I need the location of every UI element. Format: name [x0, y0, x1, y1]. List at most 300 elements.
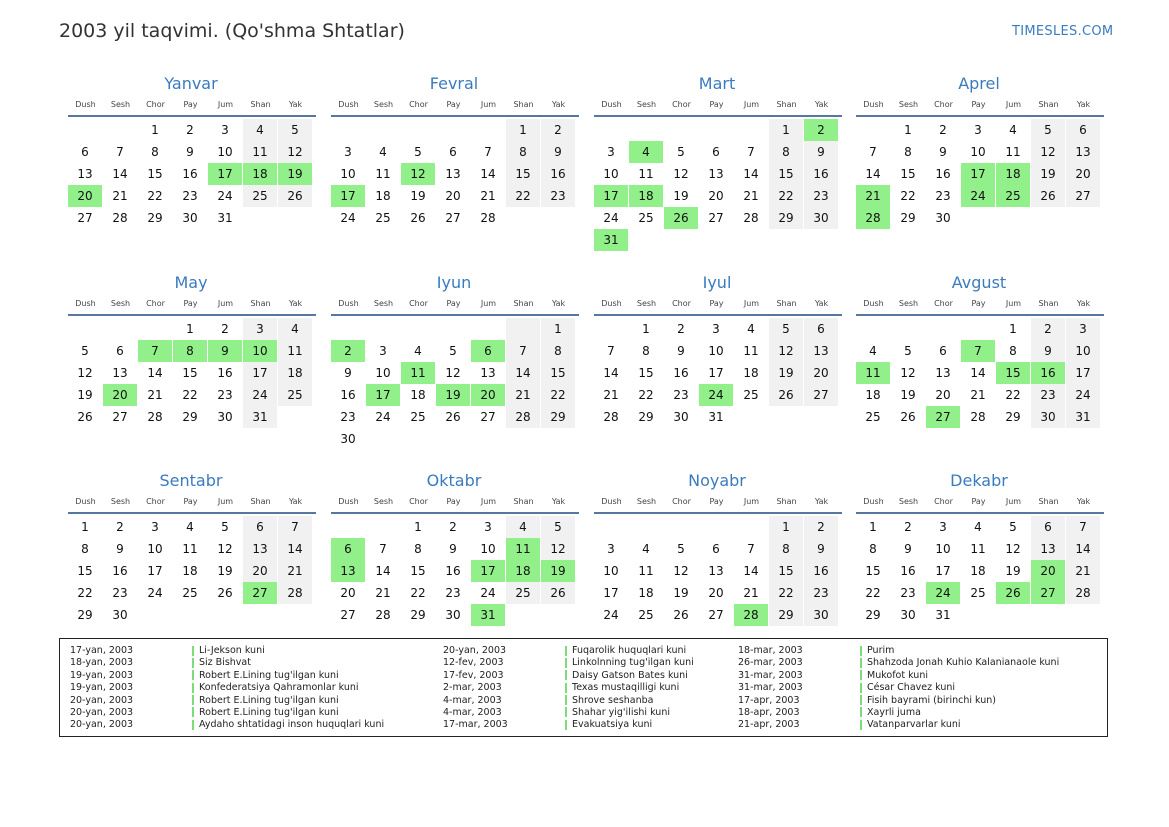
day-cell: 6 — [939, 344, 947, 358]
weekday-label: Chor — [672, 497, 691, 506]
day-cell: 20 — [935, 388, 951, 402]
day-cell: 31 — [1066, 406, 1100, 428]
day-cell: 10 — [935, 542, 951, 556]
month-name: May — [174, 273, 208, 292]
day-cell: 8 — [869, 542, 877, 556]
legend-holiday-name: Purim — [867, 645, 895, 656]
day-cell: 26 — [77, 410, 93, 424]
day-cell: 17 — [708, 366, 724, 380]
day-cell: 19 — [217, 564, 233, 578]
day-cell: 14 — [375, 564, 391, 578]
legend-marker — [192, 695, 194, 705]
weekday-label: Dush — [75, 497, 96, 506]
weekday-label: Shan — [513, 100, 534, 109]
day-cell: 14 — [865, 167, 881, 181]
empty-day — [629, 516, 663, 538]
day-cell: 24 — [1066, 384, 1100, 406]
day-cell: 16 — [935, 167, 951, 181]
day-cell: 8 — [506, 141, 540, 163]
legend-column — [738, 645, 1059, 732]
day-cell: 15 — [900, 167, 916, 181]
holiday-cell: 4 — [629, 141, 663, 163]
holiday-cell: 24 — [926, 582, 960, 604]
legend-date: 20-yan, 2003 — [443, 645, 507, 656]
day-cell: 22 — [769, 582, 803, 604]
day-cell: 7 — [506, 340, 540, 362]
day-cell: 29 — [769, 604, 803, 626]
day-cell: 20 — [708, 586, 724, 600]
legend-row — [738, 657, 1059, 669]
weekday-header — [68, 98, 316, 117]
day-cell: 27 — [804, 384, 838, 406]
day-cell: 9 — [904, 542, 912, 556]
day-cell: 15 — [410, 564, 426, 578]
day-cell: 4 — [974, 520, 982, 534]
day-cell: 16 — [673, 366, 689, 380]
weekday-label: Chor — [146, 299, 165, 308]
empty-day — [594, 516, 628, 538]
legend-holiday-name: Fuqarolik huquqlari kuni — [572, 645, 687, 656]
legend-row — [70, 657, 384, 669]
day-cell: 18 — [182, 564, 198, 578]
weekday-label: Jum — [743, 299, 760, 308]
weekday-label: Shan — [250, 299, 271, 308]
day-cell: 20 — [804, 362, 838, 384]
weekday-label: Pay — [446, 299, 461, 308]
legend-date: 4-mar, 2003 — [443, 706, 502, 718]
weekday-label: Yak — [814, 100, 829, 109]
weekday-header — [594, 297, 842, 316]
month-aprel — [858, 73, 1104, 229]
day-cell: 22 — [1005, 388, 1021, 402]
weekday-header — [331, 98, 579, 117]
legend-date: 26-mar, 2003 — [738, 657, 803, 669]
weekday-label: Jum — [217, 100, 234, 109]
weekday-label: Pay — [971, 100, 986, 109]
day-cell: 28 — [147, 410, 163, 424]
day-cell: 5 — [677, 542, 685, 556]
weekday-label: Chor — [934, 100, 953, 109]
legend-marker — [565, 720, 567, 730]
day-grid — [331, 119, 579, 229]
day-cell: 24 — [217, 189, 233, 203]
holiday-cell: 18 — [506, 560, 540, 582]
day-cell: 21 — [375, 586, 391, 600]
day-cell: 29 — [865, 608, 881, 622]
day-grid — [68, 516, 316, 626]
day-grid — [856, 318, 1104, 428]
day-cell: 19 — [1005, 564, 1021, 578]
day-grid — [68, 119, 316, 229]
holiday-cell: 20 — [1031, 560, 1065, 582]
weekday-label: Chor — [672, 299, 691, 308]
day-cell: 15 — [77, 564, 93, 578]
legend-holiday-name: Konfederatsiya Qahramonlar kuni — [199, 682, 359, 694]
day-cell: 3 — [151, 520, 159, 534]
month-yanvar — [70, 73, 316, 229]
legend-date: 18-mar, 2003 — [738, 645, 803, 656]
weekday-label: Jum — [743, 100, 760, 109]
day-cell: 19 — [900, 388, 916, 402]
day-cell: 5 — [221, 520, 229, 534]
day-cell: 14 — [743, 167, 759, 181]
day-cell: 31 — [243, 406, 277, 428]
holiday-legend — [59, 638, 1108, 737]
weekday-label: Shan — [1038, 100, 1059, 109]
day-cell: 20 — [708, 189, 724, 203]
legend-holiday-name: Shahzoda Jonah Kuhio Kalanianaole kuni — [867, 657, 1060, 669]
weekday-label: Pay — [183, 497, 198, 506]
day-cell: 25 — [865, 410, 881, 424]
holiday-cell: 9 — [208, 340, 242, 362]
day-cell: 30 — [340, 432, 356, 446]
weekday-label: Chor — [409, 100, 428, 109]
weekday-label: Shan — [1038, 497, 1059, 506]
legend-row — [443, 657, 694, 669]
day-cell: 22 — [541, 384, 575, 406]
weekday-label: Sesh — [898, 497, 919, 506]
legend-row — [738, 682, 1059, 694]
day-cell: 15 — [541, 362, 575, 384]
holiday-cell: 17 — [961, 163, 995, 185]
month-name: Avgust — [951, 273, 1007, 292]
empty-day — [366, 119, 400, 141]
day-cell: 11 — [182, 542, 198, 556]
day-cell: 1 — [769, 516, 803, 538]
weekday-label: Sesh — [110, 299, 131, 308]
day-cell: 25 — [278, 384, 312, 406]
day-cell: 1 — [904, 123, 912, 137]
day-cell: 18 — [970, 564, 986, 578]
day-cell: 23 — [804, 582, 838, 604]
day-cell: 12 — [77, 366, 93, 380]
legend-holiday-name: Vatanparvarlar kuni — [867, 719, 961, 731]
day-cell: 5 — [541, 516, 575, 538]
day-cell: 4 — [869, 344, 877, 358]
holiday-cell: 17 — [366, 384, 400, 406]
day-cell: 3 — [607, 145, 615, 159]
day-cell: 5 — [414, 145, 422, 159]
day-cell: 4 — [379, 145, 387, 159]
day-cell: 8 — [904, 145, 912, 159]
day-cell: 5 — [1009, 520, 1017, 534]
month-dekabr — [858, 470, 1104, 626]
day-cell: 2 — [1031, 318, 1065, 340]
day-cell: 10 — [375, 366, 391, 380]
day-cell: 21 — [743, 586, 759, 600]
holiday-cell: 27 — [1031, 582, 1065, 604]
holiday-cell: 24 — [961, 185, 995, 207]
day-cell: 15 — [506, 163, 540, 185]
empty-day — [366, 318, 400, 340]
empty-day — [401, 119, 435, 141]
day-grid — [594, 516, 842, 626]
day-cell: 23 — [340, 410, 356, 424]
legend-holiday-name: Fisih bayrami (birinchi kun) — [867, 694, 996, 706]
day-cell: 26 — [217, 586, 233, 600]
weekday-label: Sesh — [110, 100, 131, 109]
day-cell: 21 — [603, 388, 619, 402]
day-cell: 29 — [1005, 410, 1021, 424]
weekday-label: Dush — [601, 100, 622, 109]
day-cell: 29 — [147, 211, 163, 225]
holiday-cell: 15 — [996, 362, 1030, 384]
day-cell: 14 — [480, 167, 496, 181]
day-cell: 10 — [708, 344, 724, 358]
day-cell: 25 — [243, 185, 277, 207]
day-cell: 9 — [939, 145, 947, 159]
legend-date: 17-mar, 2003 — [443, 719, 508, 731]
day-cell: 1 — [869, 520, 877, 534]
holiday-cell: 17 — [471, 560, 505, 582]
day-cell: 10 — [480, 542, 496, 556]
day-cell: 11 — [743, 344, 759, 358]
weekday-label: Shan — [776, 497, 797, 506]
day-cell: 25 — [410, 410, 426, 424]
day-cell: 13 — [1031, 538, 1065, 560]
day-cell: 9 — [804, 538, 838, 560]
legend-row — [70, 670, 384, 682]
legend-holiday-name: Mukofot kuni — [867, 669, 928, 681]
day-cell: 7 — [116, 145, 124, 159]
legend-holiday-name: César Chavez kuni — [867, 682, 956, 694]
day-cell: 11 — [638, 167, 654, 181]
month-avgust — [858, 272, 1104, 428]
day-cell: 11 — [243, 141, 277, 163]
day-cell: 12 — [673, 167, 689, 181]
day-cell: 9 — [677, 344, 685, 358]
day-cell: 10 — [217, 145, 233, 159]
legend-row — [443, 695, 694, 707]
holiday-cell: 6 — [331, 538, 365, 560]
day-cell: 29 — [638, 410, 654, 424]
day-cell: 15 — [865, 564, 881, 578]
day-grid — [331, 516, 579, 626]
holiday-cell: 20 — [471, 384, 505, 406]
day-cell: 25 — [638, 608, 654, 622]
empty-day — [331, 516, 365, 538]
holiday-cell: 2 — [804, 119, 838, 141]
day-cell: 13 — [804, 340, 838, 362]
legend-date: 2-mar, 2003 — [443, 682, 502, 694]
legend-date: 20-yan, 2003 — [70, 694, 134, 706]
day-cell: 22 — [638, 388, 654, 402]
day-cell: 28 — [112, 211, 128, 225]
holiday-cell: 11 — [401, 362, 435, 384]
day-cell: 7 — [747, 542, 755, 556]
legend-date: 20-yan, 2003 — [70, 719, 134, 731]
day-cell: 10 — [147, 542, 163, 556]
day-cell: 15 — [769, 163, 803, 185]
day-cell: 16 — [804, 163, 838, 185]
legend-holiday-name: Evakuatsiya kuni — [572, 719, 653, 731]
day-cell: 30 — [804, 207, 838, 229]
day-cell: 25 — [182, 586, 198, 600]
day-cell: 16 — [541, 163, 575, 185]
empty-day — [594, 119, 628, 141]
day-cell: 29 — [410, 608, 426, 622]
day-cell: 4 — [186, 520, 194, 534]
day-cell: 22 — [506, 185, 540, 207]
day-cell: 8 — [642, 344, 650, 358]
day-cell: 28 — [278, 582, 312, 604]
day-cell: 18 — [638, 586, 654, 600]
brand-link[interactable]: TIMESLES.COM — [1012, 24, 1114, 39]
legend-holiday-name: Robert E.Lining tug'ilgan kuni — [199, 694, 339, 706]
day-cell: 2 — [221, 322, 229, 336]
day-cell: 17 — [1066, 362, 1100, 384]
day-cell: 26 — [769, 384, 803, 406]
legend-row — [70, 645, 384, 657]
weekday-label: Pay — [709, 497, 724, 506]
empty-day — [331, 119, 365, 141]
weekday-label: Yak — [1076, 100, 1091, 109]
day-cell: 11 — [1005, 145, 1021, 159]
weekday-label: Shan — [250, 497, 271, 506]
day-cell: 6 — [712, 145, 720, 159]
legend-marker — [192, 646, 194, 656]
day-cell: 7 — [484, 145, 492, 159]
legend-holiday-name: Xayrli juma — [867, 706, 921, 718]
month-name: Dekabr — [950, 471, 1008, 490]
day-cell: 23 — [1031, 384, 1065, 406]
weekday-label: Yak — [814, 299, 829, 308]
weekday-label: Pay — [183, 299, 198, 308]
weekday-label: Sesh — [373, 299, 394, 308]
day-cell: 2 — [904, 520, 912, 534]
holiday-cell: 19 — [436, 384, 470, 406]
empty-day — [68, 119, 102, 141]
weekday-label: Shan — [250, 100, 271, 109]
day-cell: 10 — [1066, 340, 1100, 362]
holiday-cell: 31 — [594, 229, 628, 251]
day-cell: 22 — [865, 586, 881, 600]
holiday-cell: 7 — [961, 340, 995, 362]
legend-marker — [565, 670, 567, 680]
day-cell: 2 — [677, 322, 685, 336]
weekday-label: Dush — [75, 100, 96, 109]
weekday-label: Jum — [217, 299, 234, 308]
holiday-cell: 18 — [996, 163, 1030, 185]
day-cell: 20 — [243, 560, 277, 582]
day-cell: 7 — [278, 516, 312, 538]
day-cell: 1 — [642, 322, 650, 336]
day-cell: 24 — [340, 211, 356, 225]
day-cell: 10 — [603, 564, 619, 578]
day-cell: 15 — [182, 366, 198, 380]
day-cell: 22 — [77, 586, 93, 600]
day-cell: 24 — [480, 586, 496, 600]
day-cell: 21 — [1066, 560, 1100, 582]
day-cell: 8 — [151, 145, 159, 159]
day-cell: 28 — [375, 608, 391, 622]
weekday-label: Sesh — [636, 100, 657, 109]
day-cell: 19 — [673, 189, 689, 203]
legend-date: 21-apr, 2003 — [738, 719, 800, 731]
day-cell: 8 — [414, 542, 422, 556]
legend-row — [70, 707, 384, 719]
legend-row — [443, 645, 694, 657]
day-cell: 26 — [445, 410, 461, 424]
day-cell: 31 — [217, 211, 233, 225]
day-cell: 29 — [900, 211, 916, 225]
empty-day — [103, 318, 137, 340]
day-cell: 16 — [900, 564, 916, 578]
day-cell: 1 — [506, 119, 540, 141]
day-cell: 7 — [379, 542, 387, 556]
legend-column — [70, 645, 384, 732]
day-cell: 21 — [147, 388, 163, 402]
day-cell: 5 — [449, 344, 457, 358]
legend-row — [443, 682, 694, 694]
day-cell: 3 — [939, 520, 947, 534]
empty-day — [68, 318, 102, 340]
day-cell: 1 — [769, 119, 803, 141]
day-cell: 18 — [865, 388, 881, 402]
weekday-label: Jum — [217, 497, 234, 506]
empty-day — [734, 516, 768, 538]
weekday-label: Chor — [409, 299, 428, 308]
day-cell: 24 — [375, 410, 391, 424]
weekday-label: Shan — [776, 299, 797, 308]
day-cell: 21 — [112, 189, 128, 203]
day-cell: 1 — [541, 318, 575, 340]
day-cell: 24 — [147, 586, 163, 600]
month-name: Sentabr — [159, 471, 223, 490]
weekday-label: Sesh — [373, 497, 394, 506]
day-cell: 23 — [182, 189, 198, 203]
day-cell: 14 — [278, 538, 312, 560]
legend-holiday-name: Aydaho shtatidagi inson huquqlari kuni — [199, 719, 385, 731]
day-cell: 16 — [182, 167, 198, 181]
day-cell: 18 — [410, 388, 426, 402]
weekday-label: Jum — [743, 497, 760, 506]
weekday-header — [856, 98, 1104, 117]
legend-date: 31-mar, 2003 — [738, 669, 803, 681]
holiday-cell: 27 — [243, 582, 277, 604]
month-fevral — [333, 73, 579, 229]
legend-date: 17-apr, 2003 — [738, 694, 800, 706]
day-grid — [331, 318, 579, 450]
empty-day — [436, 119, 470, 141]
weekday-label: Sesh — [636, 497, 657, 506]
weekday-label: Yak — [551, 497, 566, 506]
weekday-label: Sesh — [898, 299, 919, 308]
day-cell: 29 — [77, 608, 93, 622]
day-cell: 21 — [480, 189, 496, 203]
weekday-label: Dush — [338, 100, 359, 109]
holiday-cell: 28 — [734, 604, 768, 626]
legend-marker — [860, 683, 862, 693]
day-cell: 12 — [900, 366, 916, 380]
day-cell: 13 — [445, 167, 461, 181]
holiday-cell: 11 — [856, 362, 890, 384]
day-cell: 30 — [445, 608, 461, 622]
day-cell: 26 — [278, 185, 312, 207]
day-cell: 14 — [112, 167, 128, 181]
weekday-label: Yak — [1076, 299, 1091, 308]
day-cell: 25 — [375, 211, 391, 225]
legend-date: 12-fev, 2003 — [443, 657, 504, 669]
legend-date: 17-fev, 2003 — [443, 669, 504, 681]
month-sentabr — [70, 470, 316, 626]
day-cell: 10 — [340, 167, 356, 181]
day-cell: 19 — [673, 586, 689, 600]
holiday-cell: 12 — [401, 163, 435, 185]
day-cell: 7 — [747, 145, 755, 159]
holiday-cell: 2 — [331, 340, 365, 362]
legend-holiday-name: Linkolnning tug'ilgan kuni — [572, 657, 694, 669]
